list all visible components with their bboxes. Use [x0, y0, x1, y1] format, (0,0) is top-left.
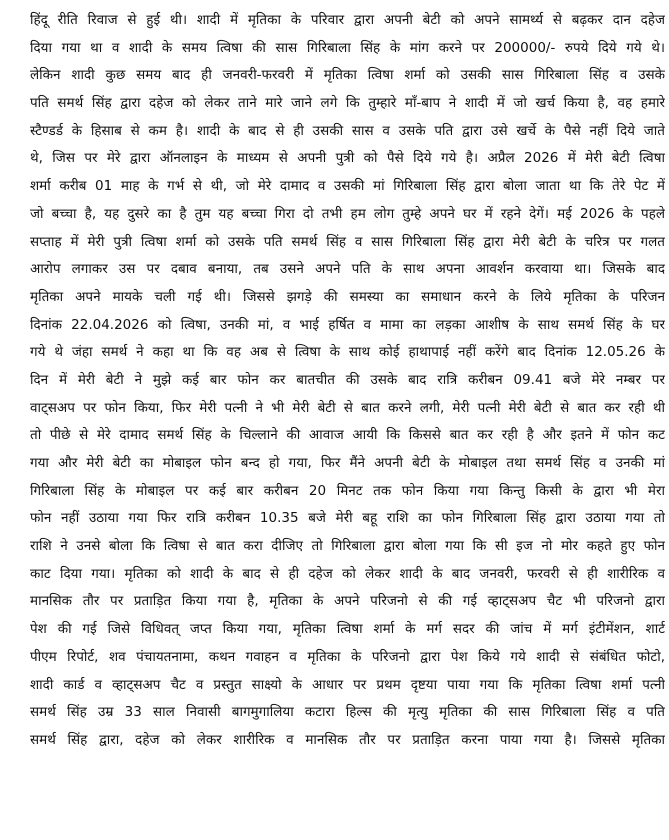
text-line: मानसिक तौर पर प्रताड़ित किया गया है, मृतिका के अपने परिजनो से की गई व्हाट्सअप चैट भी परिजनो द्वारा: [30, 593, 665, 610]
text-line: गये थे जंहा समर्थ ने कहा था कि वह अब से त्विषा के साथ कोई हाथापाई नहीं करेंगे बाद दिनांक 12.05.26 के: [30, 344, 665, 361]
text-line: स्टैण्डर्ड के हिसाब से कम है। शादी के बाद से ही उसकी सास व उसके पति द्वारा उसे खर्चे के पैसे नहीं दिये जाते: [30, 122, 665, 139]
text-line: गया और मेरी बेटी का मोबाइल फोन बन्द हो गया, फिर मैंने अपनी बेटी के मोबाइल तथा समर्थ सिंह व उनकी मां: [30, 455, 665, 471]
text-line: दिनांक 22.04.2026 को त्विषा, उनकी मां, व भाई हर्षित व मामा का लड़का आशीष के साथ समर्थ सिंह के घर: [30, 316, 665, 333]
text-line: पेश की गई जिसे विधिवत् जप्त किया गया, मृतिका त्विषा शर्मा के मर्ग सदर की जांच में मर्ग इंटीमेंशन, शार्ट: [30, 621, 665, 638]
text-line: थे, जिस पर मेरे द्वारा ऑनलाइन के माध्यम से अपनी पुत्री को पैसे दिये गये है। अप्रैल 2026 में मेरी बेटी त्विषा: [30, 150, 665, 167]
document-body: [30, 7, 665, 755]
text-line: समर्थ सिंह उम्र 33 साल निवासी बागमुगालिया कटारा हिल्स की मृत्यु मृतिका की सास गिरिबाला सिंह व पति: [30, 704, 665, 721]
text-line: शादी कार्ड व व्हाट्सअप चैट व प्रस्तुत साक्ष्यो के आधार पर प्रथम दृष्टया पाया गया कि मृतिका त्विषा शर्मा पत्नी: [30, 676, 665, 693]
text-line: जो बच्चा है, यह दुसरे का है तुम यह बच्चा गिरा दो तभी हम लोग तुम्हे अपने घर में रहने देगें। मई 2026 के पहले: [30, 205, 665, 222]
text-line: हिंदू रीति रिवाज से हुई थी। शादी में मृतिका के परिवार द्वारा अपनी बेटी को अपने सामर्थ्य से बढ़कर दान दहेज: [30, 12, 665, 28]
text-line: वाट्सअप पर फोन किया, फिर मेरी पत्नी ने भी मेरी बेटी से बात करने लगी, मेरी पत्नी मेरी बेटी से बात कर रही थी: [30, 399, 665, 416]
text-line: तो पीछे से मेरे दामाद समर्थ सिंह के चिल्लाने की आवाज आयी कि किससे बात कर रही है और इतने में फोन कट: [30, 427, 665, 444]
text-line: दिया गया था व शादी के समय त्विषा की सास गिरिबाला सिंह के मांग करने पर 200000/- रुपये दिये गये थे।: [30, 39, 665, 56]
text-line: मृतिका अपने मायके चली गई थी। जिससे झगड़े की समस्या का समाधान करने के लिये मृतिका के परिजन: [30, 288, 665, 305]
text-line: समर्थ सिंह द्वारा, दहेज को लेकर शारीरिक व मानसिक तौर पर प्रताड़ित करना पाया गया है। जिससे मृतिका: [30, 731, 665, 748]
text-line: दिन में मेरी बेटी ने मुझे कई बार फोन कर बातचीत की उसके बाद रात्रि करीबन 09.41 बजे मेरे नम्बर पर: [30, 371, 665, 388]
text-line: राशि ने उनसे बोला कि त्विषा से बात करा दीजिए तो गिरिबाला द्वारा बोला गया कि सी इज नो मोर कहते हुए फोन: [30, 538, 665, 555]
text-line: लेकिन शादी कुछ समय बाद ही जनवरी-फरवरी में मृतिका त्विषा शर्मा को उसकी सास गिरिबाला सिंह व उसके: [30, 67, 665, 84]
text-line: आरोप लगाकर उस पर दबाव बनाया, तब उसने अपने पति के साथ अपना आवर्शन करवाया था। जिसके बाद: [30, 261, 665, 278]
text-line: फोन नहीं उठाया गया फिर रात्रि करीबन 10.35 बजे मेरी बहू राशि का फोन गिरिबाला सिंह द्वारा उठाया गया तो: [30, 510, 665, 527]
text-line: गिरिबाला सिंह के मोबाइल पर कई बार करीबन 20 मिनट तक फोन किया गया किन्तु किसी के द्वारा भी मेरा: [30, 482, 665, 499]
text-line: काट दिया गया। मृतिका को शादी के बाद से ही दहेज को लेकर शादी के बाद जनवरी, फरवरी से ही शारीरिक व: [30, 565, 665, 582]
text-line: शर्मा करीब 01 माह के गर्भ से थी, जो मेरे दामाद व उसकी मां गिरिबाला सिंह द्वारा बोला जाता था कि तेरे पेट में: [30, 178, 665, 195]
text-line: पति समर्थ सिंह द्वारा दहेज को लेकर ताने मारे जाने लगे कि तुम्हारे माँ-बाप ने शादी में जो खर्च किया है, वह हमारे: [30, 95, 665, 112]
text-line: पीएम रिपोर्ट, शव पंचायतनामा, कथन गवाहन व मृतिका के परिजनो द्वारा पेश किये गये शादी से संबंधित फोटो,: [30, 648, 665, 665]
text-line: सप्ताह में मेरी पुत्री त्विषा शर्मा को उसके पति समर्थ सिंह व सास गिरिबाला सिंह द्वारा मेरी बेटी के चरित्र पर गलत: [30, 233, 665, 250]
